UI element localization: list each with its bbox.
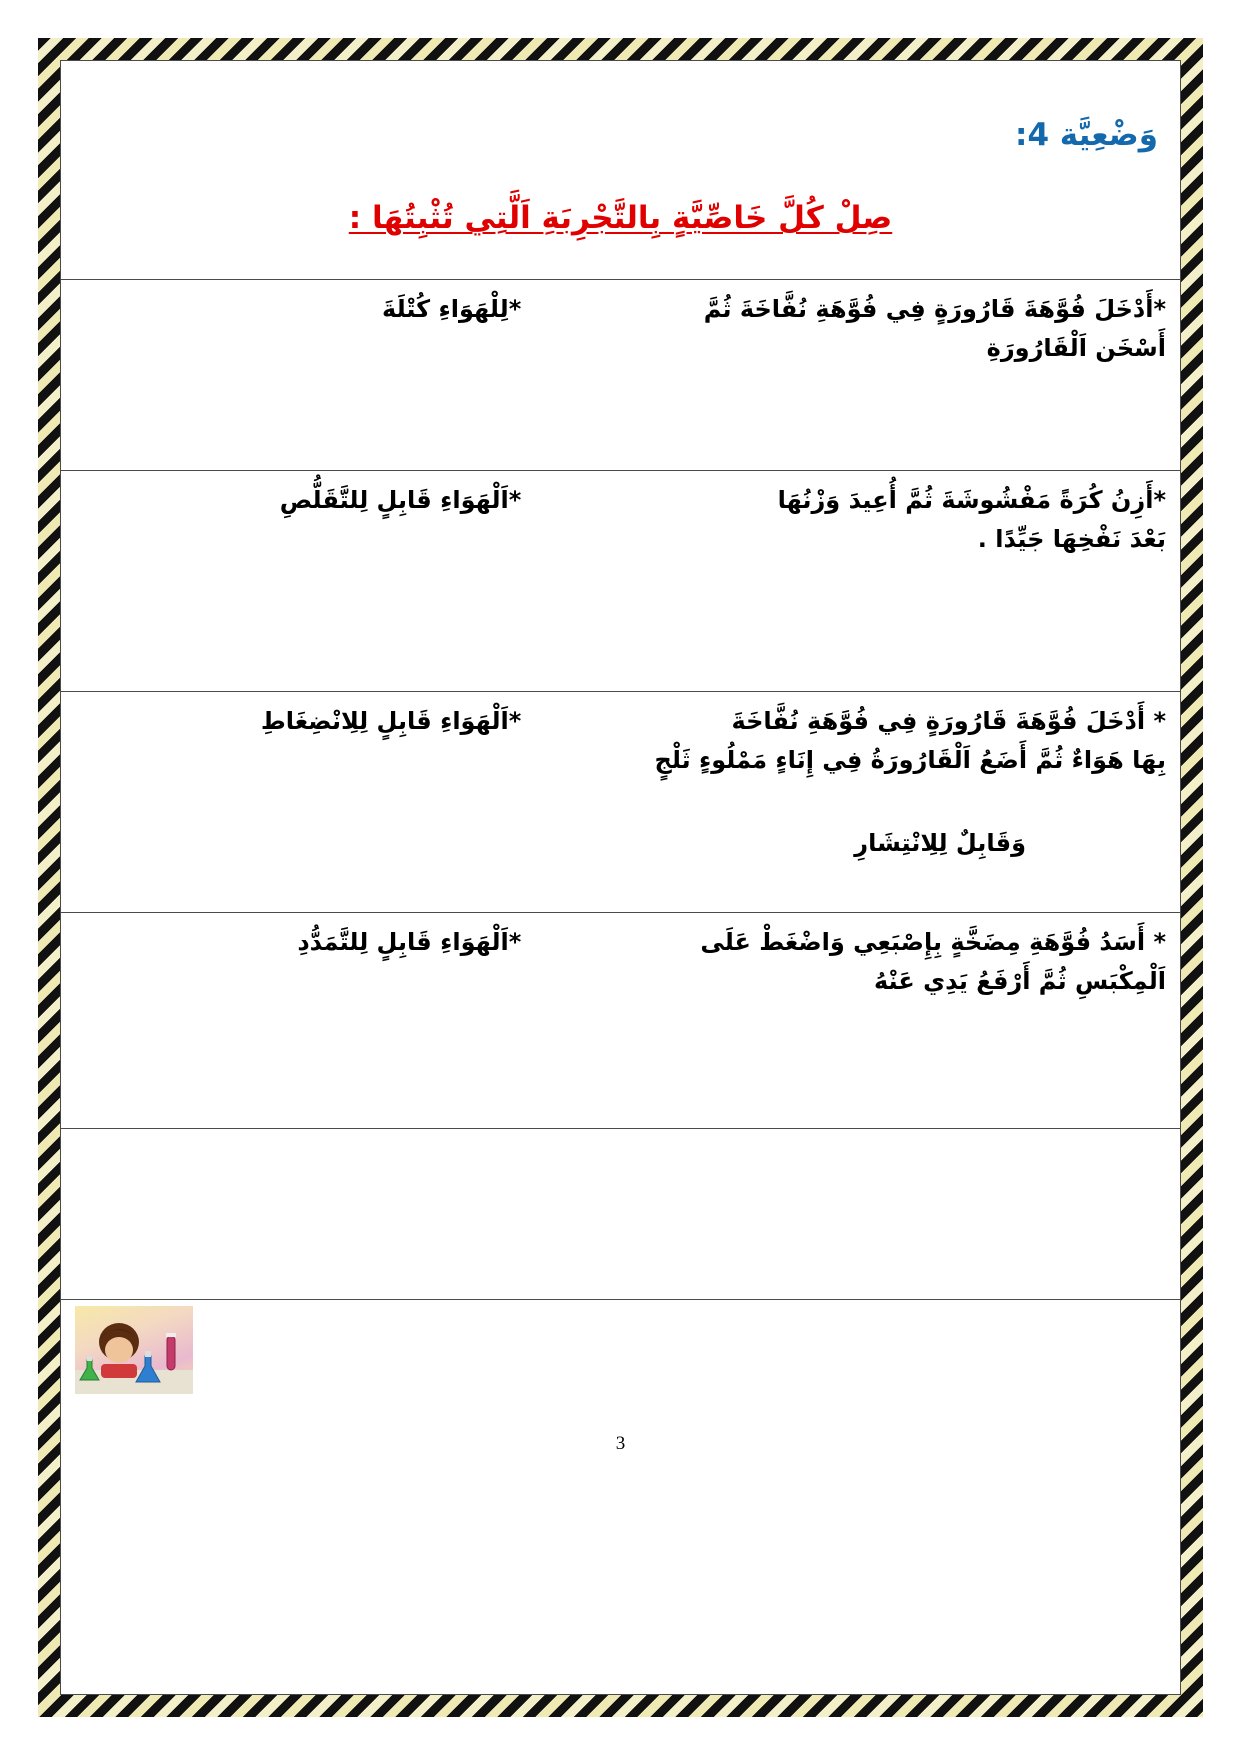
content-frame [60,60,1181,1695]
table-row [61,471,1180,692]
table-row-empty [61,1129,1180,1300]
property-label: *اَلْهَوَاءِ قَابِلٍ لِلِانْضِغَاطِ [260,707,522,735]
table-row [61,913,1180,1129]
experiment-cell-empty [535,1129,1180,1300]
table-row [61,692,1180,913]
property-cell [61,471,535,692]
table-row [61,280,1180,471]
instruction-line [83,199,1158,238]
experiment-cell [535,913,1180,1129]
experiment-line: * أَدْخَلَ فُوَّهَةَ قَارُورَةٍ فِي فُوَّهَةِ نُفَّاخَةَ [731,707,1166,735]
experiment-cell [535,280,1180,471]
property-cell [61,913,535,1129]
property-label: *لِلْهَوَاءِ كُتْلَةَ [382,295,522,323]
experiment-line: بَعْدَ نَفْخِهَا جَيِّدًا . [977,524,1166,553]
property-label: *اَلْهَوَاءِ قَابِلٍ لِلتَّقَلُّصِ [279,486,522,514]
property-cell [61,692,535,913]
experiment-cell [535,471,1180,692]
child-science-experiment-image [75,1306,193,1394]
situation-title: وَضْعِيَّة 4: [1015,117,1158,153]
experiment-line: أَسْخَن اَلْقَارُورَةِ [986,333,1166,362]
experiment-line: *أَزِنُ كُرَةً مَفْشُوشَةَ ثُمَّ أُعِيدَ وَزْنُهَا [777,486,1166,514]
property-cell [61,280,535,471]
page-number: 3 [615,1433,626,1454]
experiment-cell [535,692,1180,913]
additional-property-label: وَقَابِلٌ لِلِانْتِشَارِ [854,828,1026,857]
experiment-line: * أَسَدُ فُوَّهَةِ مِضَخَّةٍ بِإِصْبَعِي وَاضْغَطْ عَلَى [700,928,1166,956]
instruction-text: صِلْ كُلَّ خَاصِّيَّةٍ بِالتَّجْرِبَةِ اَلَّتِي تُثْبِتُهَا : [348,200,893,236]
experiment-line: *أَدْخَلَ فُوَّهَةَ قَارُورَةٍ فِي فُوَّهَةِ نُفَّاخَةَ ثُمَّ [703,295,1166,323]
property-label: *اَلْهَوَاءِ قَابِلٍ لِلتَّمَدُّدِ [297,928,522,956]
illustration-graphic [75,1306,193,1394]
experiment-line: اَلْمِكْبَسِ ثُمَّ أَرْفَعُ يَدِي عَنْهُ [873,966,1166,995]
matching-table [61,279,1180,1300]
property-cell-empty [61,1129,535,1300]
experiment-line: بِهَا هَوَاءٌ ثُمَّ أَضَعُ اَلْقَارُورَةُ فِي إِنَاءٍ مَمْلُوءٍ ثَلْجٍ [654,745,1166,774]
